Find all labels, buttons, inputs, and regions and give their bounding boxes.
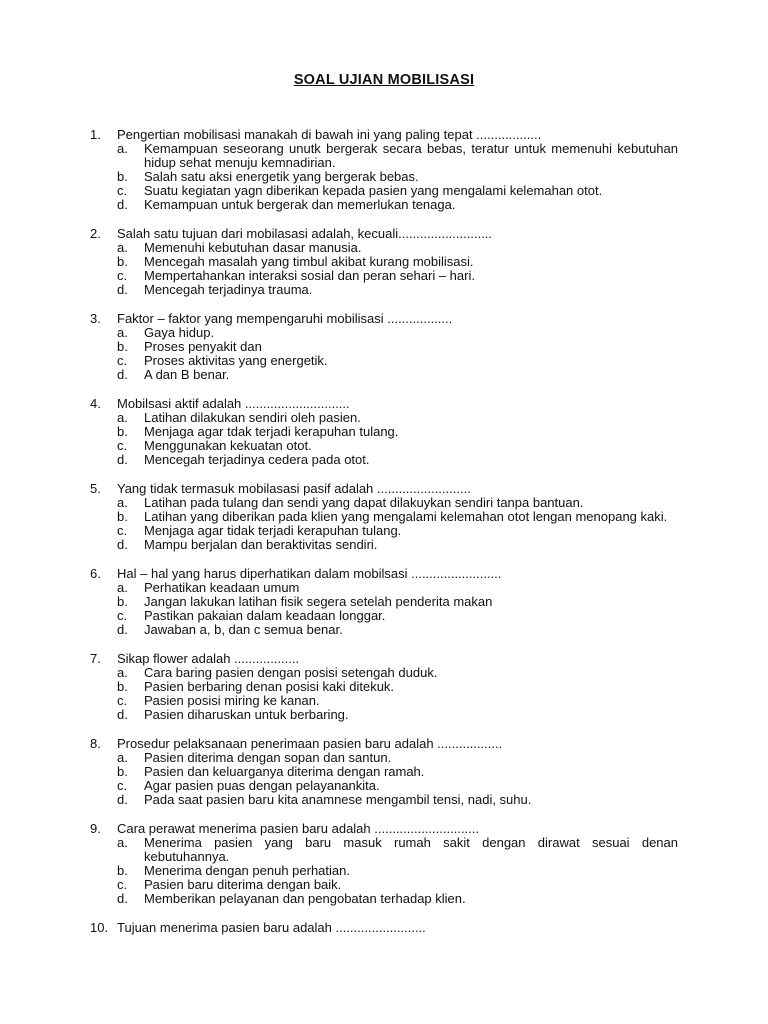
answer-option bbox=[117, 595, 678, 609]
option-text: Latihan dilakukan sendiri oleh pasien. bbox=[144, 410, 361, 425]
answer-option bbox=[117, 510, 678, 524]
answer-option bbox=[117, 864, 678, 878]
question-number: 9. bbox=[90, 821, 101, 836]
option-letter: b. bbox=[117, 764, 128, 779]
option-letter: c. bbox=[117, 778, 128, 793]
option-text: Proses penyakit dan bbox=[144, 339, 262, 354]
question-item bbox=[90, 921, 678, 935]
option-text: Jangan lakukan latihan fisik segera setelah penderita makan bbox=[144, 594, 493, 609]
option-text: Pasien diterima dengan sopan dan santun. bbox=[144, 750, 392, 765]
option-text: Mempertahankan interaksi sosial dan peran sehari – hari. bbox=[144, 268, 475, 283]
answer-option bbox=[117, 340, 678, 354]
question-text: Faktor – faktor yang mempengaruhi mobilisasi .................. bbox=[117, 311, 453, 326]
question-text: Salah satu tujuan dari mobilasasi adalah, kecuali.......................... bbox=[117, 226, 493, 241]
question-number: 3. bbox=[90, 311, 101, 326]
option-letter: b. bbox=[117, 339, 128, 354]
question-item bbox=[90, 737, 678, 807]
option-text: Memberikan pelayanan dan pengobatan terhadap klien. bbox=[144, 891, 466, 906]
option-letter: a. bbox=[117, 410, 128, 425]
answer-option bbox=[117, 411, 678, 425]
option-text: Pada saat pasien baru kita anamnese mengambil tensi, nadi, suhu. bbox=[144, 792, 532, 807]
option-letter: a. bbox=[117, 750, 128, 765]
question-number: 8. bbox=[90, 736, 101, 751]
answer-option bbox=[117, 368, 678, 382]
question-row bbox=[90, 312, 678, 326]
answer-option bbox=[117, 708, 678, 722]
question-item bbox=[90, 397, 678, 467]
answer-option bbox=[117, 538, 678, 552]
option-text: Menjaga agar tdak terjadi kerapuhan tulang. bbox=[144, 424, 399, 439]
option-letter: a. bbox=[117, 141, 128, 156]
question-row bbox=[90, 482, 678, 496]
option-letter: b. bbox=[117, 254, 128, 269]
question-item bbox=[90, 312, 678, 382]
option-text: Pasien dan keluarganya diterima dengan ramah. bbox=[144, 764, 425, 779]
option-letter: c. bbox=[117, 693, 128, 708]
option-letter: d. bbox=[117, 792, 128, 807]
option-text: Salah satu aksi energetik yang bergerak bebas. bbox=[144, 169, 419, 184]
answer-option bbox=[117, 878, 678, 892]
question-row bbox=[90, 567, 678, 581]
option-text: Jawaban a, b, dan c semua benar. bbox=[144, 622, 343, 637]
question-number: 7. bbox=[90, 651, 101, 666]
question-text: Cara perawat menerima pasien baru adalah ............................. bbox=[117, 821, 480, 836]
option-text: Mampu berjalan dan beraktivitas sendiri. bbox=[144, 537, 378, 552]
answer-option bbox=[117, 892, 678, 906]
option-text: Mencegah masalah yang timbul akibat kurang mobilisasi. bbox=[144, 254, 474, 269]
option-letter: b. bbox=[117, 679, 128, 694]
option-text: Pasien posisi miring ke kanan. bbox=[144, 693, 320, 708]
option-letter: d. bbox=[117, 282, 128, 297]
question-item bbox=[90, 822, 678, 906]
option-letter: c. bbox=[117, 183, 128, 198]
option-text: Mencegah terjadinya cedera pada otot. bbox=[144, 452, 370, 467]
answer-option bbox=[117, 354, 678, 368]
answer-option bbox=[117, 326, 678, 340]
option-text: Agar pasien puas dengan pelayanankita. bbox=[144, 778, 380, 793]
option-text: Pasien berbaring denan posisi kaki ditekuk. bbox=[144, 679, 395, 694]
option-letter: d. bbox=[117, 367, 128, 382]
answer-option bbox=[117, 623, 678, 637]
option-text: A dan B benar. bbox=[144, 367, 230, 382]
question-row bbox=[90, 397, 678, 411]
option-letter: b. bbox=[117, 509, 128, 524]
question-row bbox=[90, 652, 678, 666]
question-text: Hal – hal yang harus diperhatikan dalam mobilsasi ......................... bbox=[117, 566, 502, 581]
question-number: 4. bbox=[90, 396, 101, 411]
question-row bbox=[90, 128, 678, 142]
question-row bbox=[90, 737, 678, 751]
question-item bbox=[90, 482, 678, 552]
option-list bbox=[117, 241, 678, 297]
option-list bbox=[117, 326, 678, 382]
answer-option bbox=[117, 836, 678, 864]
option-text: Menjaga agar tidak terjadi kerapuhan tulang. bbox=[144, 523, 402, 538]
answer-option bbox=[117, 453, 678, 467]
question-text: Mobilsasi aktif adalah ............................. bbox=[117, 396, 350, 411]
option-letter: c. bbox=[117, 608, 128, 623]
question-text: Yang tidak termasuk mobilasasi pasif adalah .......................... bbox=[117, 481, 471, 496]
option-text: Mencegah terjadinya trauma. bbox=[144, 282, 313, 297]
answer-option bbox=[117, 439, 678, 453]
question-row bbox=[90, 921, 678, 935]
option-letter: b. bbox=[117, 169, 128, 184]
option-list bbox=[117, 581, 678, 637]
answer-option bbox=[117, 609, 678, 623]
option-text: Perhatikan keadaan umum bbox=[144, 580, 300, 595]
answer-option bbox=[117, 496, 678, 510]
option-text: Latihan yang diberikan pada klien yang mengalami kelemahan otot lengan menopang kaki. bbox=[144, 509, 668, 524]
option-list bbox=[117, 751, 678, 807]
answer-option bbox=[117, 425, 678, 439]
option-text: Menggunakan kekuatan otot. bbox=[144, 438, 312, 453]
option-text: Menerima dengan penuh perhatian. bbox=[144, 863, 350, 878]
question-item bbox=[90, 652, 678, 722]
option-letter: a. bbox=[117, 665, 128, 680]
option-letter: d. bbox=[117, 537, 128, 552]
option-letter: d. bbox=[117, 197, 128, 212]
option-text: Menerima pasien yang baru masuk rumah sakit dengan dirawat sesuai denan kebutuhannya. bbox=[144, 835, 678, 864]
answer-option bbox=[117, 142, 678, 170]
option-text: Kemampuan seseorang unutk bergerak secara bebas, teratur untuk memenuhi kebutuhan hidup sehat menuju kemnadirian. bbox=[144, 141, 678, 170]
question-number: 5. bbox=[90, 481, 101, 496]
question-number: 10. bbox=[90, 920, 109, 935]
option-list bbox=[117, 666, 678, 722]
option-text: Proses aktivitas yang energetik. bbox=[144, 353, 328, 368]
answer-option bbox=[117, 283, 678, 297]
option-text: Gaya hidup. bbox=[144, 325, 215, 340]
answer-option bbox=[117, 524, 678, 538]
option-text: Cara baring pasien dengan posisi setengah duduk. bbox=[144, 665, 438, 680]
option-list bbox=[117, 142, 678, 212]
answer-option bbox=[117, 170, 678, 184]
answer-option bbox=[117, 666, 678, 680]
question-list bbox=[90, 128, 678, 950]
answer-option bbox=[117, 793, 678, 807]
answer-option bbox=[117, 751, 678, 765]
option-letter: c. bbox=[117, 353, 128, 368]
option-letter: a. bbox=[117, 580, 128, 595]
option-letter: c. bbox=[117, 523, 128, 538]
option-letter: c. bbox=[117, 268, 128, 283]
answer-option bbox=[117, 241, 678, 255]
option-letter: a. bbox=[117, 835, 128, 850]
option-text: Memenuhi kebutuhan dasar manusia. bbox=[144, 240, 362, 255]
page-title: SOAL UJIAN MOBILISASI bbox=[293, 72, 475, 88]
option-letter: b. bbox=[117, 863, 128, 878]
question-number: 1. bbox=[90, 127, 101, 142]
option-list bbox=[117, 496, 678, 552]
question-number: 2. bbox=[90, 226, 101, 241]
option-letter: c. bbox=[117, 438, 128, 453]
answer-option bbox=[117, 765, 678, 779]
option-letter: a. bbox=[117, 495, 128, 510]
option-text: Pasien baru diterima dengan baik. bbox=[144, 877, 342, 892]
answer-option bbox=[117, 694, 678, 708]
answer-option bbox=[117, 255, 678, 269]
answer-option bbox=[117, 581, 678, 595]
question-text: Sikap flower adalah .................. bbox=[117, 651, 300, 666]
option-text: Latihan pada tulang dan sendi yang dapat dilakuykan sendiri tanpa bantuan. bbox=[144, 495, 584, 510]
option-letter: b. bbox=[117, 424, 128, 439]
answer-option bbox=[117, 680, 678, 694]
question-text: Tujuan menerima pasien baru adalah ......................... bbox=[117, 920, 426, 935]
answer-option bbox=[117, 198, 678, 212]
option-text: Pasien diharuskan untuk berbaring. bbox=[144, 707, 349, 722]
answer-option bbox=[117, 779, 678, 793]
option-text: Suatu kegiatan yagn diberikan kepada pasien yang mengalami kelemahan otot. bbox=[144, 183, 603, 198]
option-letter: d. bbox=[117, 707, 128, 722]
question-row bbox=[90, 822, 678, 836]
option-list bbox=[117, 411, 678, 467]
question-item bbox=[90, 567, 678, 637]
question-text: Pengertian mobilisasi manakah di bawah ini yang paling tepat .................. bbox=[117, 127, 542, 142]
question-item bbox=[90, 227, 678, 297]
option-letter: c. bbox=[117, 877, 128, 892]
option-list bbox=[117, 836, 678, 906]
question-item bbox=[90, 128, 678, 212]
option-letter: a. bbox=[117, 240, 128, 255]
option-letter: b. bbox=[117, 594, 128, 609]
option-letter: a. bbox=[117, 325, 128, 340]
option-letter: d. bbox=[117, 622, 128, 637]
answer-option bbox=[117, 184, 678, 198]
option-text: Pastikan pakaian dalam keadaan longgar. bbox=[144, 608, 386, 623]
option-text: Kemampuan untuk bergerak dan memerlukan tenaga. bbox=[144, 197, 456, 212]
answer-option bbox=[117, 269, 678, 283]
question-text: Prosedur pelaksanaan penerimaan pasien baru adalah .................. bbox=[117, 736, 503, 751]
question-number: 6. bbox=[90, 566, 101, 581]
question-row bbox=[90, 227, 678, 241]
option-letter: d. bbox=[117, 891, 128, 906]
option-letter: d. bbox=[117, 452, 128, 467]
